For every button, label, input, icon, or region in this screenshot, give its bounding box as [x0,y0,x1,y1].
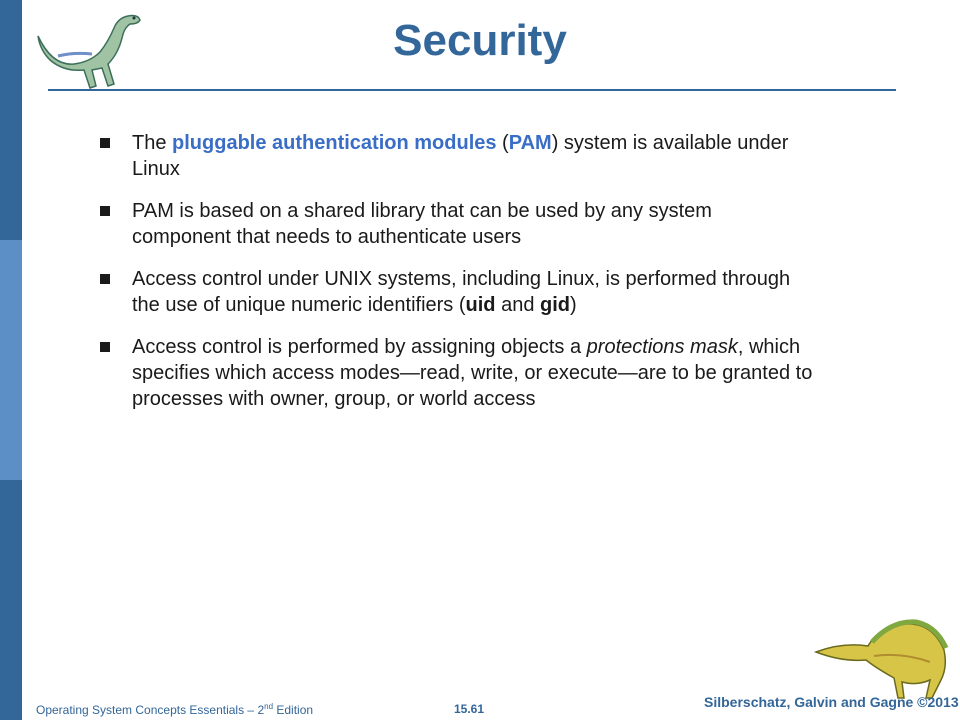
bullet-text: ) system is available under Linux [132,132,789,180]
sidebar-segment-dark [0,480,22,720]
bullet-list [96,130,816,428]
term-pam: PAM [508,132,552,154]
bullet-item [96,130,816,182]
bullet-square-icon [100,138,110,148]
bullet-text: Access control under UNIX systems, including Linux, is performed through the use of unique numeric identifiers ( [132,268,791,316]
dinosaur-icon [812,612,952,702]
slide-title: Security [393,16,567,65]
term-gid: gid [540,294,570,316]
footer-book-text: Operating System Concepts Essentials – 2 [36,703,265,717]
bullet-item [96,198,816,250]
bullet-text: PAM is based on a shared library that can be used by any system component that needs to authenticate users [132,200,712,248]
bullet-text: ) [570,294,577,316]
term-uid: uid [465,294,496,316]
page-number: 15.61 [454,702,485,716]
bullet-square-icon [100,342,110,352]
title-divider [48,89,896,91]
sidebar-stripe [0,0,22,720]
footer-copyright: Silberschatz, Galvin and Gagne ©2013 [704,694,959,710]
bullet-square-icon [100,206,110,216]
bullet-square-icon [100,274,110,284]
bullet-item [96,266,816,318]
term-protections-mask: protections mask [586,336,738,358]
bullet-text: The [132,132,173,154]
bullet-text: Access control is performed by assigning objects a [132,336,587,358]
bullet-text: ( [496,132,509,154]
term-pam-full: pluggable authentication modules [172,132,497,154]
footer-book-title [36,702,313,717]
bullet-text: , which specifies which access modes—read, write, or execute—are to be granted to processes with owner, group, or world access [132,336,813,410]
sidebar-segment-light [0,240,22,480]
bullet-text: and [495,294,540,316]
footer-superscript: nd [264,702,274,711]
bullet-item [96,334,816,412]
footer-book-text: Edition [273,703,314,717]
